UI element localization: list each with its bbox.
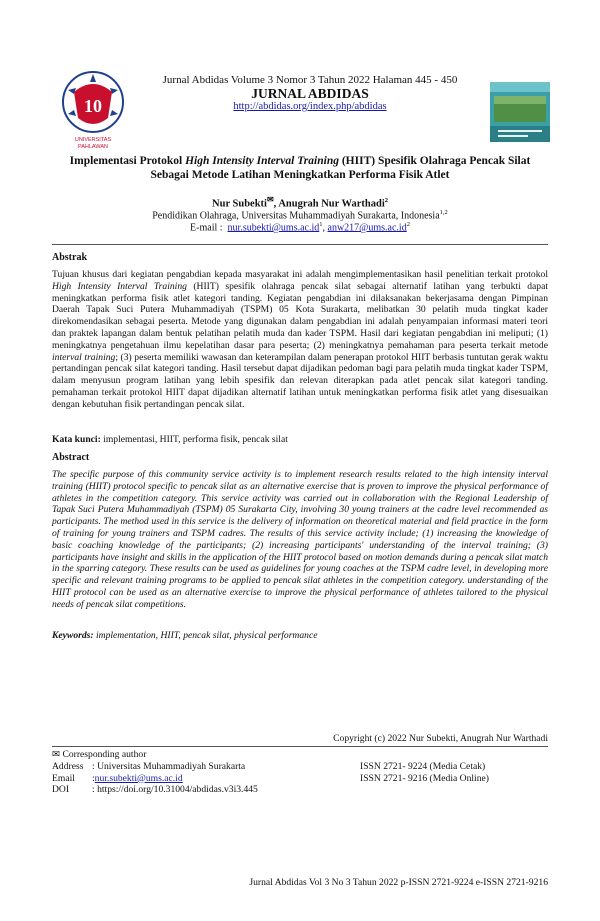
issn-block: [360, 761, 489, 785]
keywords-label: Keywords:: [52, 630, 94, 641]
title-line-2: Sebagai Metode Latihan Meningkatkan Performa Fisik Atlet: [150, 169, 450, 181]
svg-text:10: 10: [84, 96, 102, 116]
envelope-icon: ✉: [266, 195, 274, 204]
logo-caption-1: UNIVERSITAS: [74, 137, 112, 143]
doi-label: DOI: [52, 784, 70, 796]
author-2-sup: 2: [384, 197, 388, 204]
title-italic: High Intensity Interval Training: [185, 155, 339, 167]
journal-name: JURNAL ABDIDAS: [251, 86, 369, 101]
keywords-value: implementation, HIIT, pencak silat, physical performance: [93, 630, 318, 641]
corresponding-author-row: [52, 749, 258, 761]
email-row-link[interactable]: nur.subekti@ums.ac.id: [94, 772, 183, 784]
email-1-sup: 1: [319, 221, 323, 228]
abstrak-body: [52, 269, 548, 411]
logo-caption-2: PAHLAWAN: [77, 144, 109, 150]
journal-cover-image: [490, 82, 550, 142]
abstract-body: The specific purpose of this community service activity is to implement research results related to the high intensity interval training (HIIT) protocol specific to pencak silat as an alternative exercise that is proven to improve the physical performance of athletes in the competition category. This service activity was carried out in collaboration with the Regional Leadership of Tapak Suci Putera Muhammadiyah (TSPM) 05 Surakarta City, involving 30 young trainers at the cadre level recommended as participants. The method used in this service is the delivery of information on theoretical material and field practice in the form of training for young trainers and TSPM cadres. The results of this service activity include; (1) increasing the knowledge of basic coaching knowledge of the participants; (2) increasing participants' understanding of the interval training; (3) participants have insight and skills in the application of the HIIT protocol based on motion demands during a pencak silat match in the sparring category. These results can be used as guidelines for young coaches at the TSPM cadre level, in developing more specific and relevant training programs to be applied to pencak silat athletes in the competition category. understanding of the HIIT protocol can be used as an alternative exercise to improve the physical performance of athletes tailored to the physical needs of pencak silat competitions.: [52, 469, 548, 610]
author-emails: E-mail : $nur.subekti@ums.ac.id^1$, $anw217@ums.ac.id^2$: [190, 221, 410, 234]
affiliation-sup: 1,2: [439, 209, 448, 216]
journal-volume-line: Jurnal Abdidas Volume 3 Nomor 3 Tahun 2022 Halaman 445 - 450: [162, 74, 458, 86]
doi-row: [52, 784, 258, 796]
abstrak-heading: Abstrak: [52, 252, 88, 263]
email-row-label: Email: [52, 772, 75, 784]
copyright-notice: Copyright (c) 2022 Nur Subekti, Anugrah Nur Warthadi: [333, 733, 548, 744]
abstrak-text-3: ; (3) peserta memiliki wawasan dan keterampilan dalam penerapan protokol HIIT berbasis tuntutan gerak waktu pertandingan pencak silat kategori tanding. Hasil tersebut dapat dijadikan pedoman bagi para pelatih muda tingkat kader TSPM, dalam menyusun program latihan yang lebih spesifik dan relevan diterapkan pada atlet pencak silat kategori tanding. pemahaman terkait protokol HIIT dapat dijadikan alternatif latihan untuk meningkatkan performa fisik atlet yang disesuaikan dengan kebutuhan fisik pertandingan pencak silat.: [52, 351, 549, 410]
abstrak-italic-1: High Intensity Interval Training: [52, 280, 187, 292]
abstract-heading: Abstract: [52, 452, 90, 463]
affiliation: [50, 209, 550, 221]
journal-url-link[interactable]: http://abdidas.org/index.php/abdidas: [233, 101, 387, 112]
affiliation-text: Pendidikan Olahraga, Universitas Muhammadiyah Surakarta, Indonesia: [152, 210, 440, 222]
title-part-2: (HIIT) Spesifik Olahraga Pencak Silat: [338, 155, 531, 167]
divider-bottom: [52, 746, 548, 747]
email-row-prefix: :: [92, 772, 95, 784]
author-separator: , Anugrah Nur Warthadi: [273, 198, 385, 210]
email-row: [52, 773, 258, 785]
title-part-1: Implementasi Protokol: [69, 155, 186, 167]
address-value: : Universitas Muhammadiyah Surakarta: [92, 760, 246, 772]
email-label: E-mail :: [190, 222, 223, 234]
email-2-sup: 2: [406, 221, 410, 228]
kata-kunci-value: implementasi, HIIT, performa fisik, pencak silat: [100, 434, 288, 445]
mail-icon: ✉: [52, 749, 61, 760]
issn-online: ISSN 2721- 9216 (Media Online): [360, 772, 489, 784]
abstrak-text-1: Tujuan khusus dari kegiatan pengabdian kepada masyarakat ini adalah mengimplementasikan hasil penelitian terkait protokol: [52, 269, 548, 280]
journal-url-wrap: [140, 101, 480, 112]
page-footer: Jurnal Abdidas Vol 3 No 3 Tahun 2022 p-ISSN 2721-9224 e-ISSN 2721-9216: [249, 877, 548, 888]
university-logo: [52, 68, 134, 150]
address-row: [52, 761, 258, 773]
email-1-link[interactable]: nur.subekti@ums.ac.id: [227, 222, 320, 234]
abstrak-text-2: (HIIT) spesifik olahraga pencak silat sebagai alternatif latihan yang terbukti dapat meningkatkan performa fisik atlet kategori tanding. Kegiatan pengabdian ini dilaksanakan bekerjasama dengan Pimpinan Daerah Tapak Suci Putera Muhammadiyah (TSPM) 05 Kota Surakarta, melibatkan 30 pelatih muda tingkat kader direkomendasikan sebagai peserta. Metode yang digunakan dalam pengabdian ini adalah penyampaian informasi materi teori dan praktek lapangan dalam bentuk pelatihan pelatih muda dan kader TSPM. Hasil dari kegiatan pengabdian ini meliputi; (1) meningkatnya pengetahuan ilmu kepelatihan dasar para peserta; (2) meningkatnya pemahaman para peserta terkait metode: [52, 280, 548, 351]
doi-value: : https://doi.org/10.31004/abdidas.v3i3.445: [92, 784, 258, 796]
kata-kunci: [52, 434, 548, 445]
author-1: Nur Subekti: [212, 198, 267, 210]
article-title: [50, 154, 550, 182]
issn-print: ISSN 2721- 9224 (Media Cetak): [360, 761, 486, 772]
keywords: [52, 630, 548, 641]
author-line: [50, 195, 550, 210]
address-label: Address: [52, 760, 84, 772]
email-2-link[interactable]: anw217@ums.ac.id: [327, 222, 407, 234]
kata-kunci-label: Kata kunci:: [52, 434, 101, 445]
corresponding-author-label: Corresponding author: [62, 749, 147, 760]
abstrak-italic-2: interval training: [52, 351, 116, 363]
divider-top: [52, 244, 548, 245]
correspondence-block: [52, 749, 258, 796]
